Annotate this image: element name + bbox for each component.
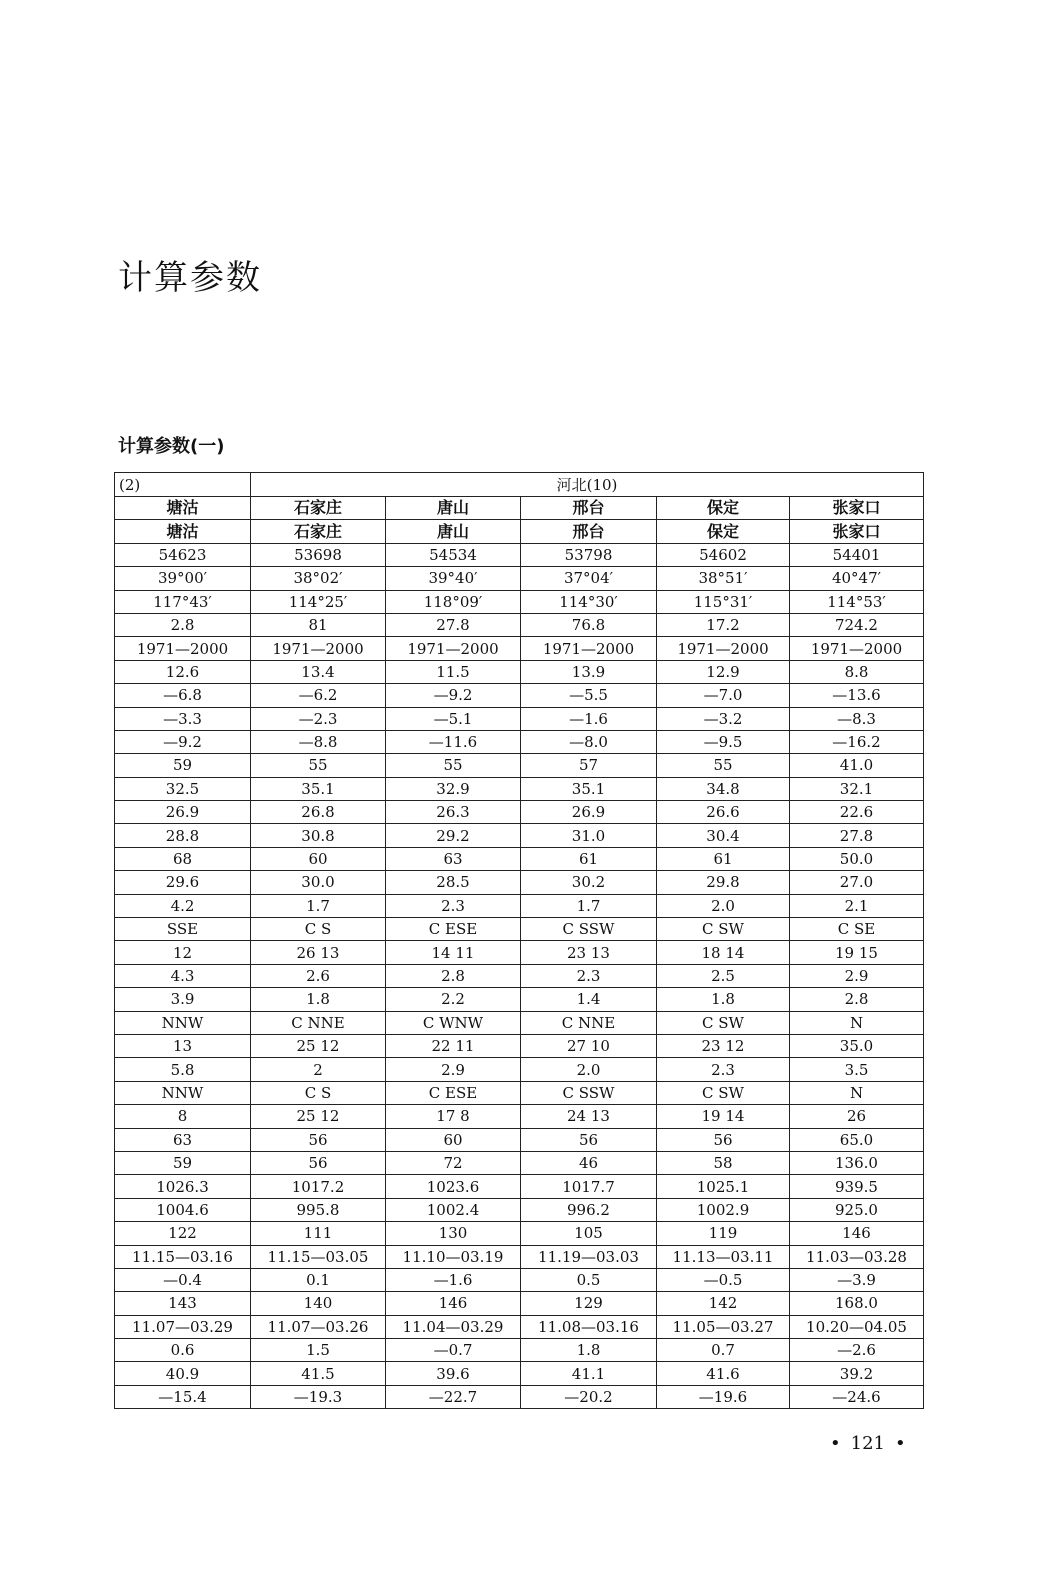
table-cell: 11.07—03.29 xyxy=(115,1315,251,1338)
table-cell: 26.9 xyxy=(115,801,251,824)
table-cell: 26.9 xyxy=(521,801,657,824)
table-cell: 4.3 xyxy=(115,964,251,987)
table-cell: 1971—2000 xyxy=(251,637,386,660)
table-cell: C SSW xyxy=(521,1081,657,1104)
table-cell: 1017.7 xyxy=(521,1175,657,1198)
table-cell: 27.0 xyxy=(790,871,924,894)
table-cell: 0.7 xyxy=(657,1339,790,1362)
table-row xyxy=(115,1081,924,1104)
table-cell: 11.15—03.05 xyxy=(251,1245,386,1268)
table-cell: 81 xyxy=(251,613,386,636)
station-name-cell: 塘沽 xyxy=(115,497,251,520)
table-cell: 724.2 xyxy=(790,613,924,636)
table-row xyxy=(115,918,924,941)
table-cell: 40°47′ xyxy=(790,567,924,590)
table-cell: 115°31′ xyxy=(657,590,790,613)
table-cell: 54602 xyxy=(657,543,790,566)
table-cell: 30.4 xyxy=(657,824,790,847)
table-cell: 1002.9 xyxy=(657,1198,790,1221)
table-cell: 53698 xyxy=(251,543,386,566)
station-name-cell: 张家口 xyxy=(790,520,924,543)
table-cell: 114°53′ xyxy=(790,590,924,613)
table-row xyxy=(115,660,924,683)
table-cell: —19.6 xyxy=(657,1385,790,1408)
table-cell: 26.8 xyxy=(251,801,386,824)
table-cell: 30.2 xyxy=(521,871,657,894)
table-cell: 1017.2 xyxy=(251,1175,386,1198)
table-cell: 12 xyxy=(115,941,251,964)
table-cell: 29.2 xyxy=(386,824,521,847)
page-number-value: 121 xyxy=(850,1433,885,1454)
station-name-cell: 塘沽 xyxy=(115,520,251,543)
table-cell: 13.4 xyxy=(251,660,386,683)
page-number-dot-left: • xyxy=(830,1433,841,1454)
table-cell: 27 10 xyxy=(521,1034,657,1057)
table-cell: C S xyxy=(251,918,386,941)
table-row xyxy=(115,684,924,707)
table-cell: 40.9 xyxy=(115,1362,251,1385)
table-cell: SSE xyxy=(115,918,251,941)
table-cell: —13.6 xyxy=(790,684,924,707)
table-cell: 35.0 xyxy=(790,1034,924,1057)
table-cell: 1971—2000 xyxy=(521,637,657,660)
table-row xyxy=(115,613,924,636)
table-cell: 68 xyxy=(115,847,251,870)
table-cell: 26 13 xyxy=(251,941,386,964)
table-row xyxy=(115,847,924,870)
table-cell: 24 13 xyxy=(521,1105,657,1128)
table-cell: 168.0 xyxy=(790,1292,924,1315)
table-cell: C SW xyxy=(657,918,790,941)
table-row xyxy=(115,777,924,800)
table-cell: C ESE xyxy=(386,1081,521,1104)
table-cell: —0.7 xyxy=(386,1339,521,1362)
table-cell: 54534 xyxy=(386,543,521,566)
table-cell: 28.5 xyxy=(386,871,521,894)
table-row xyxy=(115,637,924,660)
table-cell: 13 xyxy=(115,1034,251,1057)
table-cell: 26.6 xyxy=(657,801,790,824)
table-cell: 56 xyxy=(251,1151,386,1174)
table-row xyxy=(115,1105,924,1128)
table-cell: 14 11 xyxy=(386,941,521,964)
table-cell: 2.9 xyxy=(790,964,924,987)
table-cell: 35.1 xyxy=(251,777,386,800)
table-cell: 39.2 xyxy=(790,1362,924,1385)
table-cell: 117°43′ xyxy=(115,590,251,613)
table-cell: 11.5 xyxy=(386,660,521,683)
table-row xyxy=(115,1385,924,1408)
table-cell: 63 xyxy=(386,847,521,870)
table-cell: 60 xyxy=(386,1128,521,1151)
table-cell: —8.3 xyxy=(790,707,924,730)
table-cell: C NNE xyxy=(251,1011,386,1034)
table-row xyxy=(115,590,924,613)
table-cell: 29.6 xyxy=(115,871,251,894)
table-cell: 22 11 xyxy=(386,1034,521,1057)
table-cell: 59 xyxy=(115,754,251,777)
station-name-row-2 xyxy=(115,520,924,543)
table-cell: 41.0 xyxy=(790,754,924,777)
table-cell: 57 xyxy=(521,754,657,777)
table-cell: 39.6 xyxy=(386,1362,521,1385)
table-cell: 27.8 xyxy=(790,824,924,847)
table-cell: —24.6 xyxy=(790,1385,924,1408)
table-cell: 0.5 xyxy=(521,1268,657,1291)
table-cell: 55 xyxy=(386,754,521,777)
table-cell: —9.5 xyxy=(657,730,790,753)
table-cell: 50.0 xyxy=(790,847,924,870)
table-cell: —5.1 xyxy=(386,707,521,730)
table-row xyxy=(115,988,924,1011)
table-cell: —0.5 xyxy=(657,1268,790,1291)
table-cell: 11.07—03.26 xyxy=(251,1315,386,1338)
table-cell: 56 xyxy=(657,1128,790,1151)
table-cell: 54623 xyxy=(115,543,251,566)
table-cell: 59 xyxy=(115,1151,251,1174)
table-cell: NNW xyxy=(115,1081,251,1104)
table-cell: 56 xyxy=(251,1128,386,1151)
table-cell: 1971—2000 xyxy=(386,637,521,660)
table-cell: 2.1 xyxy=(790,894,924,917)
table-cell: —8.0 xyxy=(521,730,657,753)
table-cell: 1025.1 xyxy=(657,1175,790,1198)
table-cell: C SW xyxy=(657,1081,790,1104)
table-cell: —8.8 xyxy=(251,730,386,753)
table-cell: 58 xyxy=(657,1151,790,1174)
table-cell: 2.5 xyxy=(657,964,790,987)
table-row xyxy=(115,1245,924,1268)
table-cell: 39°00′ xyxy=(115,567,251,590)
table-cell: 25 12 xyxy=(251,1105,386,1128)
table-cell: 140 xyxy=(251,1292,386,1315)
table-cell: 29.8 xyxy=(657,871,790,894)
table-cell: N xyxy=(790,1011,924,1034)
table-cell: 2.0 xyxy=(521,1058,657,1081)
table-cell: 2.2 xyxy=(386,988,521,1011)
table-cell: 41.5 xyxy=(251,1362,386,1385)
chapter-title: 计算参数 xyxy=(118,258,262,298)
table-cell: 1971—2000 xyxy=(790,637,924,660)
table-cell: 0.1 xyxy=(251,1268,386,1291)
table-cell: 34.8 xyxy=(657,777,790,800)
table-row xyxy=(115,1175,924,1198)
table-row xyxy=(115,1151,924,1174)
station-name-cell: 保定 xyxy=(657,520,790,543)
table-cell: 2.3 xyxy=(657,1058,790,1081)
table-cell: 28.8 xyxy=(115,824,251,847)
table-cell: 26 xyxy=(790,1105,924,1128)
station-name-cell: 保定 xyxy=(657,497,790,520)
table-cell: 54401 xyxy=(790,543,924,566)
table-cell: —7.0 xyxy=(657,684,790,707)
table-cell: 11.19—03.03 xyxy=(521,1245,657,1268)
province-header: 河北(10) xyxy=(251,473,924,497)
table-cell: 2 xyxy=(251,1058,386,1081)
table-cell: 11.08—03.16 xyxy=(521,1315,657,1338)
table-cell: 18 14 xyxy=(657,941,790,964)
table-cell: 23 12 xyxy=(657,1034,790,1057)
table-cell: 65.0 xyxy=(790,1128,924,1151)
table-cell: 32.9 xyxy=(386,777,521,800)
table-cell: C WNW xyxy=(386,1011,521,1034)
table-cell: 17.2 xyxy=(657,613,790,636)
table-cell: 10.20—04.05 xyxy=(790,1315,924,1338)
table-cell: 30.8 xyxy=(251,824,386,847)
table-cell: —5.5 xyxy=(521,684,657,707)
page-number-dot-right: • xyxy=(894,1433,906,1454)
table-cell: 30.0 xyxy=(251,871,386,894)
table-cell: —3.9 xyxy=(790,1268,924,1291)
table-cell: 3.9 xyxy=(115,988,251,1011)
table-cell: 1.8 xyxy=(657,988,790,1011)
table-row xyxy=(115,730,924,753)
table-cell: 2.9 xyxy=(386,1058,521,1081)
table-cell: —11.6 xyxy=(386,730,521,753)
table-cell: 11.13—03.11 xyxy=(657,1245,790,1268)
table-row xyxy=(115,1339,924,1362)
table-cell: 5.8 xyxy=(115,1058,251,1081)
table-row xyxy=(115,1292,924,1315)
table-cell: 19 14 xyxy=(657,1105,790,1128)
table-cell: 76.8 xyxy=(521,613,657,636)
table-cell: 55 xyxy=(251,754,386,777)
station-name-cell: 石家庄 xyxy=(251,497,386,520)
table-cell: 146 xyxy=(790,1222,924,1245)
table-cell: 2.8 xyxy=(790,988,924,1011)
table-cell: 939.5 xyxy=(790,1175,924,1198)
table-cell: 2.6 xyxy=(251,964,386,987)
table-row xyxy=(115,1058,924,1081)
table-cell: 1002.4 xyxy=(386,1198,521,1221)
table-cell: 41.6 xyxy=(657,1362,790,1385)
table-cell: 37°04′ xyxy=(521,567,657,590)
table-cell: 11.05—03.27 xyxy=(657,1315,790,1338)
table-cell: 61 xyxy=(657,847,790,870)
table-cell: C NNE xyxy=(521,1011,657,1034)
table-row xyxy=(115,894,924,917)
table-cell: —3.3 xyxy=(115,707,251,730)
table-cell: 12.6 xyxy=(115,660,251,683)
table-cell: 1.7 xyxy=(521,894,657,917)
table-cell: —20.2 xyxy=(521,1385,657,1408)
table-cell: 32.1 xyxy=(790,777,924,800)
table-cell: 1026.3 xyxy=(115,1175,251,1198)
table-cell: —1.6 xyxy=(521,707,657,730)
table-cell: 72 xyxy=(386,1151,521,1174)
table-cell: 11.03—03.28 xyxy=(790,1245,924,1268)
table-row xyxy=(115,801,924,824)
table-row xyxy=(115,754,924,777)
table-row xyxy=(115,824,924,847)
parameter-table xyxy=(114,472,924,1409)
table-cell: NNW xyxy=(115,1011,251,1034)
table-cell: 13.9 xyxy=(521,660,657,683)
table-cell: —6.8 xyxy=(115,684,251,707)
table-cell: 2.3 xyxy=(386,894,521,917)
table-cell: 995.8 xyxy=(251,1198,386,1221)
table-cell: C S xyxy=(251,1081,386,1104)
table-cell: 25 12 xyxy=(251,1034,386,1057)
table-cell: 56 xyxy=(521,1128,657,1151)
table-cell: 1.7 xyxy=(251,894,386,917)
table-row xyxy=(115,1011,924,1034)
table-cell: 1.8 xyxy=(251,988,386,1011)
table-cell: 17 8 xyxy=(386,1105,521,1128)
table-id-cell: (2) xyxy=(115,473,251,497)
table-cell: 35.1 xyxy=(521,777,657,800)
table-cell: 19 15 xyxy=(790,941,924,964)
table-cell: —19.3 xyxy=(251,1385,386,1408)
station-name-cell: 邢台 xyxy=(521,497,657,520)
station-name-row xyxy=(115,497,924,520)
table-cell: 0.6 xyxy=(115,1339,251,1362)
table-cell: 41.1 xyxy=(521,1362,657,1385)
table-cell: —9.2 xyxy=(115,730,251,753)
table-cell: —15.4 xyxy=(115,1385,251,1408)
table-cell: 26.3 xyxy=(386,801,521,824)
table-cell: 122 xyxy=(115,1222,251,1245)
station-name-cell: 唐山 xyxy=(386,497,521,520)
table-cell: 60 xyxy=(251,847,386,870)
table-row xyxy=(115,567,924,590)
table-cell: 1.8 xyxy=(521,1339,657,1362)
table-cell: 11.04—03.29 xyxy=(386,1315,521,1338)
table-cell: 39°40′ xyxy=(386,567,521,590)
table-cell: C SSW xyxy=(521,918,657,941)
table-cell: C SW xyxy=(657,1011,790,1034)
station-name-cell: 张家口 xyxy=(790,497,924,520)
table-cell: N xyxy=(790,1081,924,1104)
table-cell: —6.2 xyxy=(251,684,386,707)
table-row xyxy=(115,941,924,964)
table-cell: —2.3 xyxy=(251,707,386,730)
table-row xyxy=(115,1315,924,1338)
table-cell: 996.2 xyxy=(521,1198,657,1221)
table-cell: 114°30′ xyxy=(521,590,657,613)
table-cell: 8.8 xyxy=(790,660,924,683)
table-cell: 31.0 xyxy=(521,824,657,847)
table-cell: 61 xyxy=(521,847,657,870)
page-number xyxy=(820,1433,916,1454)
table-cell: 4.2 xyxy=(115,894,251,917)
table-cell: —0.4 xyxy=(115,1268,251,1291)
table-cell: 111 xyxy=(251,1222,386,1245)
table-cell: 146 xyxy=(386,1292,521,1315)
table-cell: —3.2 xyxy=(657,707,790,730)
table-cell: 1004.6 xyxy=(115,1198,251,1221)
table-cell: 143 xyxy=(115,1292,251,1315)
table-row xyxy=(115,1034,924,1057)
table-cell: 1.4 xyxy=(521,988,657,1011)
table-cell: 1.5 xyxy=(251,1339,386,1362)
table-row xyxy=(115,1128,924,1151)
station-name-cell: 唐山 xyxy=(386,520,521,543)
station-name-cell: 石家庄 xyxy=(251,520,386,543)
table-row xyxy=(115,543,924,566)
table-cell: 2.8 xyxy=(386,964,521,987)
table-cell: 105 xyxy=(521,1222,657,1245)
table-row xyxy=(115,1362,924,1385)
table-cell: 55 xyxy=(657,754,790,777)
table-cell: 23 13 xyxy=(521,941,657,964)
table-cell: —2.6 xyxy=(790,1339,924,1362)
table-cell: C SE xyxy=(790,918,924,941)
table-cell: 27.8 xyxy=(386,613,521,636)
table-cell: 129 xyxy=(521,1292,657,1315)
table-cell: 1971—2000 xyxy=(657,637,790,660)
table-caption: 计算参数(一) xyxy=(118,436,225,457)
table-cell: 3.5 xyxy=(790,1058,924,1081)
table-cell: 38°02′ xyxy=(251,567,386,590)
table-row xyxy=(115,871,924,894)
table-cell: 2.0 xyxy=(657,894,790,917)
table-row xyxy=(115,707,924,730)
table-cell: —16.2 xyxy=(790,730,924,753)
table-cell: —22.7 xyxy=(386,1385,521,1408)
table-cell: 136.0 xyxy=(790,1151,924,1174)
table-cell: 114°25′ xyxy=(251,590,386,613)
table-cell: —1.6 xyxy=(386,1268,521,1291)
table-cell: 63 xyxy=(115,1128,251,1151)
table-cell: 2.3 xyxy=(521,964,657,987)
table-cell: 11.15—03.16 xyxy=(115,1245,251,1268)
table-cell: 119 xyxy=(657,1222,790,1245)
table-cell: 118°09′ xyxy=(386,590,521,613)
table-row xyxy=(115,1198,924,1221)
table-row xyxy=(115,1268,924,1291)
table-cell: 12.9 xyxy=(657,660,790,683)
table-cell: —9.2 xyxy=(386,684,521,707)
table-cell: 2.8 xyxy=(115,613,251,636)
table-cell: 1971—2000 xyxy=(115,637,251,660)
table-cell: 130 xyxy=(386,1222,521,1245)
table-cell: 46 xyxy=(521,1151,657,1174)
table-cell: 8 xyxy=(115,1105,251,1128)
table-row xyxy=(115,1222,924,1245)
station-name-cell: 邢台 xyxy=(521,520,657,543)
table-cell: 142 xyxy=(657,1292,790,1315)
table-cell: C ESE xyxy=(386,918,521,941)
table-cell: 1023.6 xyxy=(386,1175,521,1198)
table-cell: 38°51′ xyxy=(657,567,790,590)
table-row xyxy=(115,964,924,987)
table-cell: 53798 xyxy=(521,543,657,566)
table-cell: 11.10—03.19 xyxy=(386,1245,521,1268)
table-cell: 925.0 xyxy=(790,1198,924,1221)
table-cell: 32.5 xyxy=(115,777,251,800)
table-cell: 22.6 xyxy=(790,801,924,824)
